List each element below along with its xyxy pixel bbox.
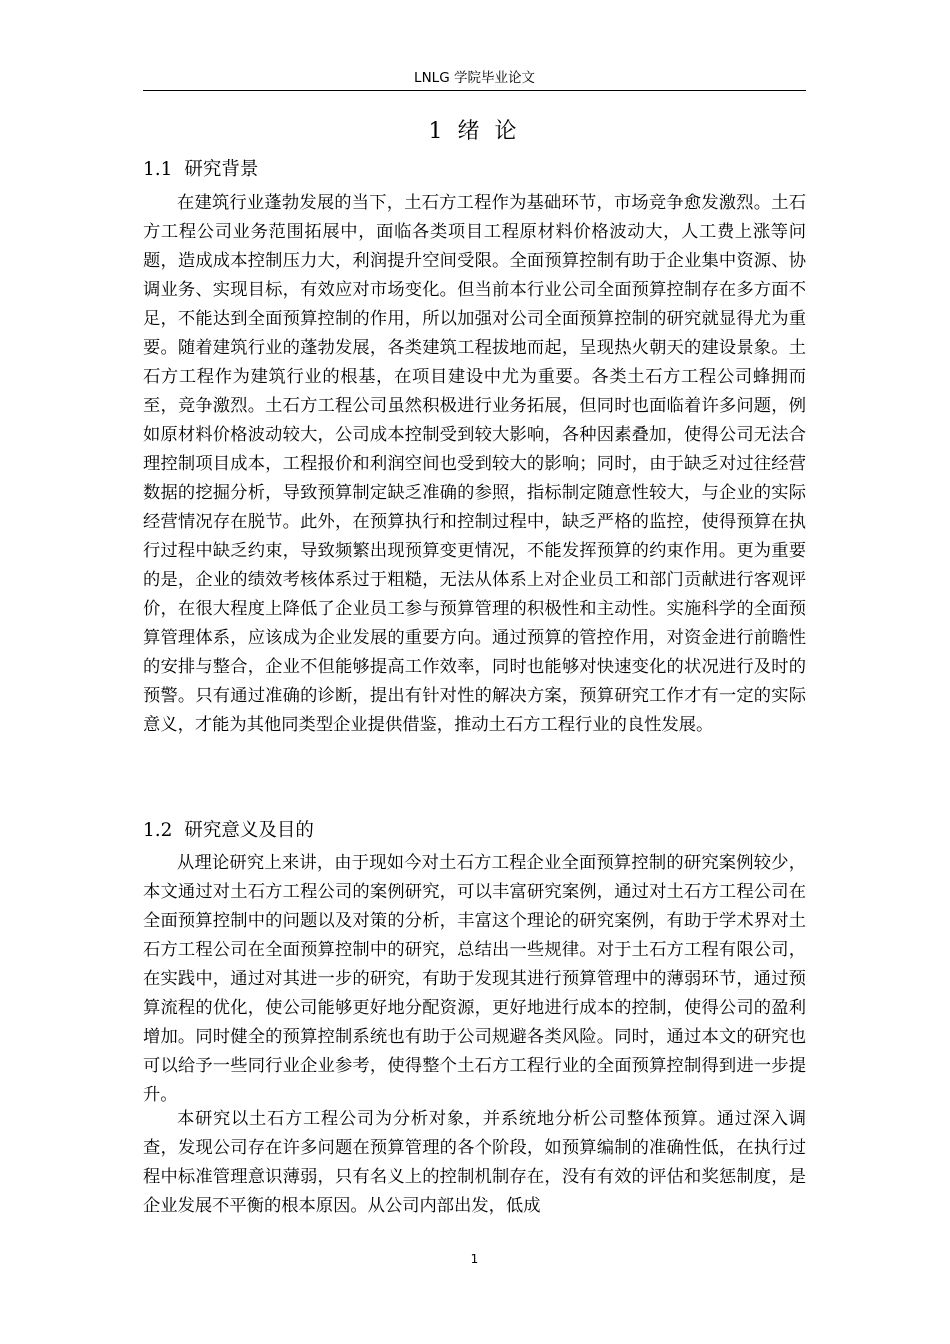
paragraph-purpose: 本研究以土石方工程公司为分析对象，并系统地分析公司整体预算。通过深入调查，发现公司存在许多问题在预算管理的各个阶段，如预算编制的准确性低，在执行过程中标准管理意识薄弱，只有名义上的控制机制存在，没有有效的评估和奖惩制度，是企业发展不平衡的根本原因。从公司内部出发，低成	[143, 1109, 806, 1216]
paragraph-background: 在建筑行业蓬勃发展的当下，土石方工程作为基础环节，市场竞争愈发激烈。土石方工程公司业务范围拓展中，面临各类项目工程原材料价格波动大，人工费上涨等问题，造成成本控制压力大，利润提升空间受限。全面预算控制有助于企业集中资源、协调业务、实现目标，有效应对市场变化。但当前本行业公司全面预算控制存在多方面不足，不能达到全面预算控制的作用，所以加强对公司全面预算控制的研究就显得尤为重要。随着建筑行业的蓬勃发展，各类建筑工程拔地而起，呈现热火朝天的建设景象。土石方工程作为建筑行业的根基，在项目建设中尤为重要。各类土石方工程公司蜂拥而至，竞争激烈。土石方工程公司虽然积极进行业务拓展，但同时也面临着许多问题，例如原材料价格波动较大，公司成本控制受到较大影响，各种因素叠加，使得公司无法合理控制项目成本，工程报价和利润空间也受到较大的影响；同时，由于缺乏对过往经营数据的挖掘分析，导致预算制定缺乏准确的参照，指标制定随意性较大，与企业的实际经营情况存在脱节。此外，在预算执行和控制过程中，缺乏严格的监控，使得预算在执行过程中缺乏约束，导致频繁出现预算变更情况，不能发挥预算的约束作用。更为重要的是，企业的绩效考核体系过于粗糙，无法从体系上对企业员工和部门贡献进行客观评价，在很大程度上降低了企业员工参与预算管理的积极性和主动性。实施科学的全面预算管理体系，应该成为企业发展的重要方向。通过预算的管控作用，对资金进行前瞻性的安排与整合，企业不但能够提高工作效率，同时也能够对快速变化的状况进行及时的预警。只有通过准确的诊断，提出有针对性的解决方案，预算研究工作才有一定的实际意义，才能为其他同类型企业提供借鉴，推动土石方工程行业的良性发展。	[143, 193, 806, 735]
section-title: 研究意义及目的	[184, 820, 314, 841]
header-rule	[143, 90, 806, 91]
page-number: 1	[470, 1252, 479, 1266]
paragraph-significance: 从理论研究上来讲，由于现如今对土石方工程企业全面预算控制的研究案例较少，本文通过对土石方工程公司的案例研究，可以丰富研究案例，通过对土石方工程公司在全面预算控制中的问题以及对策的分析，丰富这个理论的研究案例，有助于学术界对土石方工程公司在全面预算控制中的研究，总结出一些规律。对于土石方工程有限公司，在实践中，通过对其进一步的研究，有助于发现其进行预算管理中的薄弱环节，通过预算流程的优化，使公司能够更好地分配资源，更好地进行成本的控制，使得公司的盈利增加。同时健全的预算控制系统也有助于公司规避各类风险。同时，通过本文的研究也可以给予一些同行业企业参考，使得整个土石方工程行业的全面预算控制得到进一步提升。	[143, 853, 806, 1105]
section-heading-1-1	[143, 157, 806, 183]
section-number: 1.1	[143, 159, 173, 180]
page-header: LNLG 学院毕业论文	[414, 70, 535, 86]
section-title: 研究背景	[184, 159, 259, 180]
chapter-title: 1 绪 论	[428, 119, 521, 144]
section-number: 1.2	[143, 820, 173, 841]
section-heading-1-2	[143, 818, 806, 844]
